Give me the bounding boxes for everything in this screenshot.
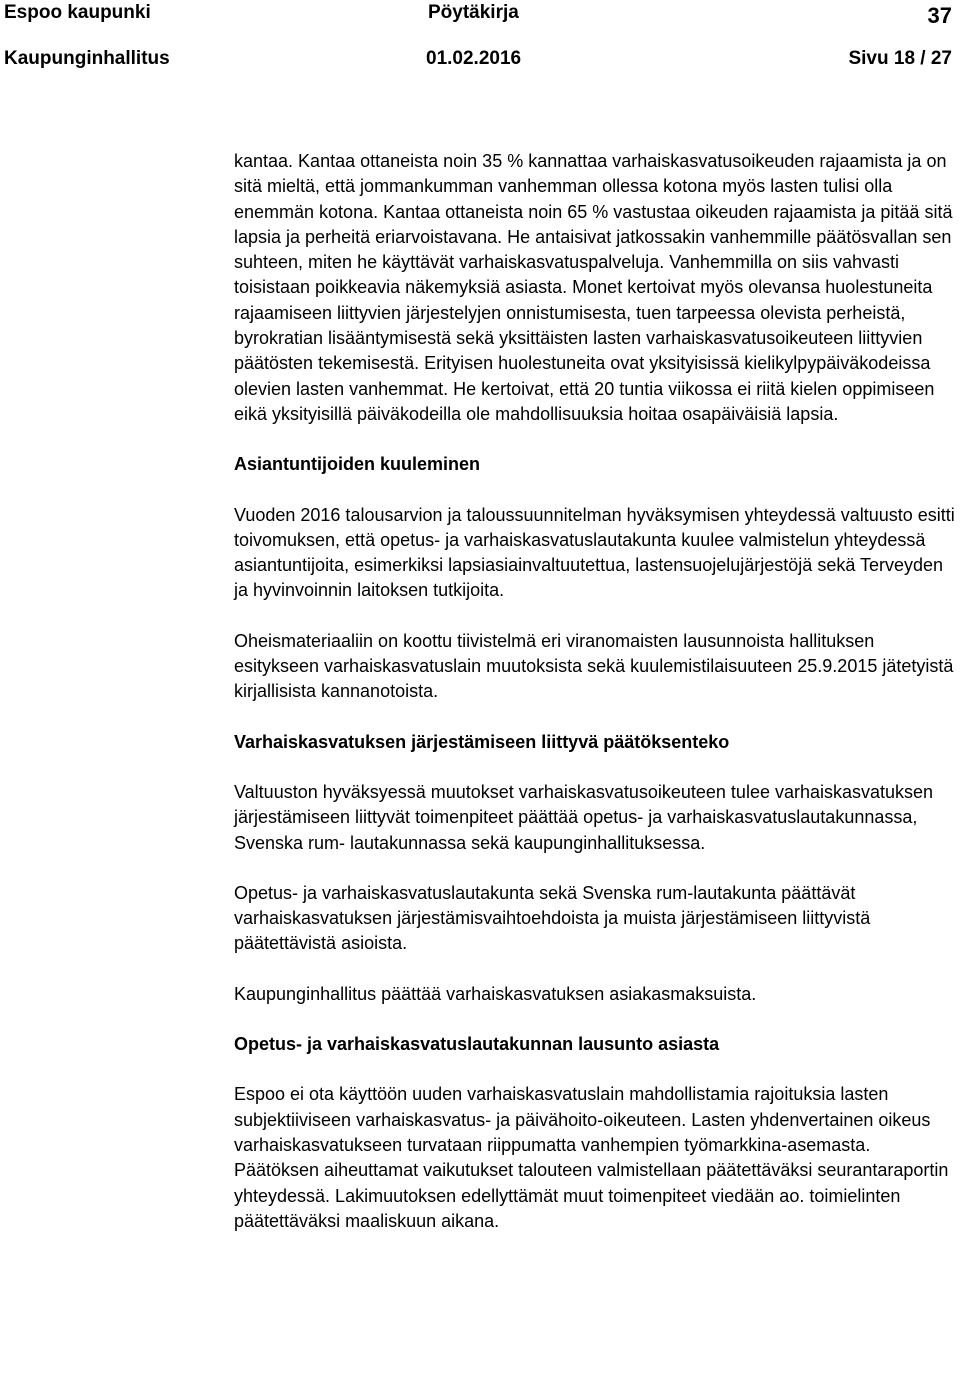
section-heading: Asiantuntijoiden kuuleminen: [234, 454, 481, 475]
meeting-date: 01.02.2016: [426, 48, 522, 69]
page-number: Sivu 18 / 27: [848, 48, 952, 69]
document-body: [234, 149, 960, 1234]
section-heading: Opetus- ja varhaiskasvatuslautakunnan lausunto asiasta: [234, 1034, 720, 1055]
header-row-2: [0, 48, 960, 78]
paragraph: Oheismateriaaliin on koottu tiivistelmä eri viranomaisten lausunnoista hallituksen esitykseen varhaiskasvatuslain muutoksista sekä kuulemistilaisuuteen 25.9.2015 jätetyistä kirjallisista kannanotoista.: [234, 630, 954, 702]
section-heading: Varhaiskasvatuksen järjestämiseen liittyvä päätöksenteko: [234, 731, 730, 752]
paragraph: Vuoden 2016 talousarvion ja taloussuunnitelman hyväksymisen yhteydessä valtuusto esitti toivomuksen, että opetus- ja varhaiskasvatuslautakunta kuulee valmistelun yhteydessä asiantuntijoita, esimerkiksi lapsiasiainvaltuutettua, lastensuojelujärjestöjä sekä Terveyden ja hyvinvoinnin laitoksen tutkijoita.: [234, 504, 955, 601]
paragraph: kantaa. Kantaa ottaneista noin 35 % kannattaa varhaiskasvatusoikeuden rajaamista ja on sitä mieltä, että jommankumman vanhemman ollessa kotona myös lasten tulisi olla enemmän kotona. Kantaa ottaneista noin 65 % vastustaa oikeuden rajaamista ja pitää sitä lapsia ja perheitä eriarvoistavana. He antaisivat jatkossakin vanhemmille päätösvallan sen suhteen, miten he käyttävät varhaiskasvatuspalveluja. Vanhemmilla on siis vahvasti toisistaan poikkeavia näkemyksiä asiasta. Monet kertoivat myös olevansa huolestuneita rajaamiseen liittyvien järjestelyjen onnistumisesta, tuen tarpeessa olevista perheistä, byrokratian lisääntymisestä sekä yksittäisten lasten varhaiskasvatusoikeuteen liittyvien päätösten tekemisestä. Erityisen huolestuneita ovat yksityisissä kielikylpypäiväkodeissa olevien lasten vanhemmat. He kertoivat, että 20 tuntia viikossa ei riitä kielen oppimiseen eikä yksityisillä päiväkodeilla ole mahdollisuuksia hoitaa osapäiväisiä lapsia.: [234, 151, 953, 424]
paragraph: Opetus- ja varhaiskasvatuslautakunta sekä Svenska rum-lautakunta päättävät varhaiskasvatuksen järjestämisvaihtoehdoista ja muista järjestämiseen liittyvistä päätettävistä asioista.: [234, 882, 871, 954]
paragraph: Espoo ei ota käyttöön uuden varhaiskasvatuslain mahdollistamia rajoituksia lasten subjektiiviseen varhaiskasvatus- ja päivähoito-oikeuteen. Lasten yhdenvertainen oikeus varhaiskasvatukseen turvataan riippumatta vanhempien työmarkkina-asemasta. Päätöksen aiheuttamat vaikutukset talouteen valmistellaan päätettäväksi seurantaraportin yhteydessä. Lakimuutoksen edellyttämät muut toimenpiteet viedään ao. toimielinten päätettäväksi maaliskuun aikana.: [234, 1084, 949, 1231]
header-row-1: [0, 2, 960, 32]
item-number: 37: [927, 3, 952, 28]
paragraph: Valtuuston hyväksyessä muutokset varhaiskasvatusoikeuteen tulee varhaiskasvatuksen järjestämiseen liittyvät toimenpiteet päättää opetus- ja varhaiskasvatuslautakunnassa, Svenska rum- lautakunnassa sekä kaupunginhallituksessa.: [234, 781, 934, 853]
body-name: Kaupunginhallitus: [4, 48, 170, 69]
paragraph: Kaupunginhallitus päättää varhaiskasvatuksen asiakasmaksuista.: [234, 983, 757, 1004]
organization-name: Espoo kaupunki: [4, 2, 151, 23]
document-type: Pöytäkirja: [428, 2, 519, 23]
